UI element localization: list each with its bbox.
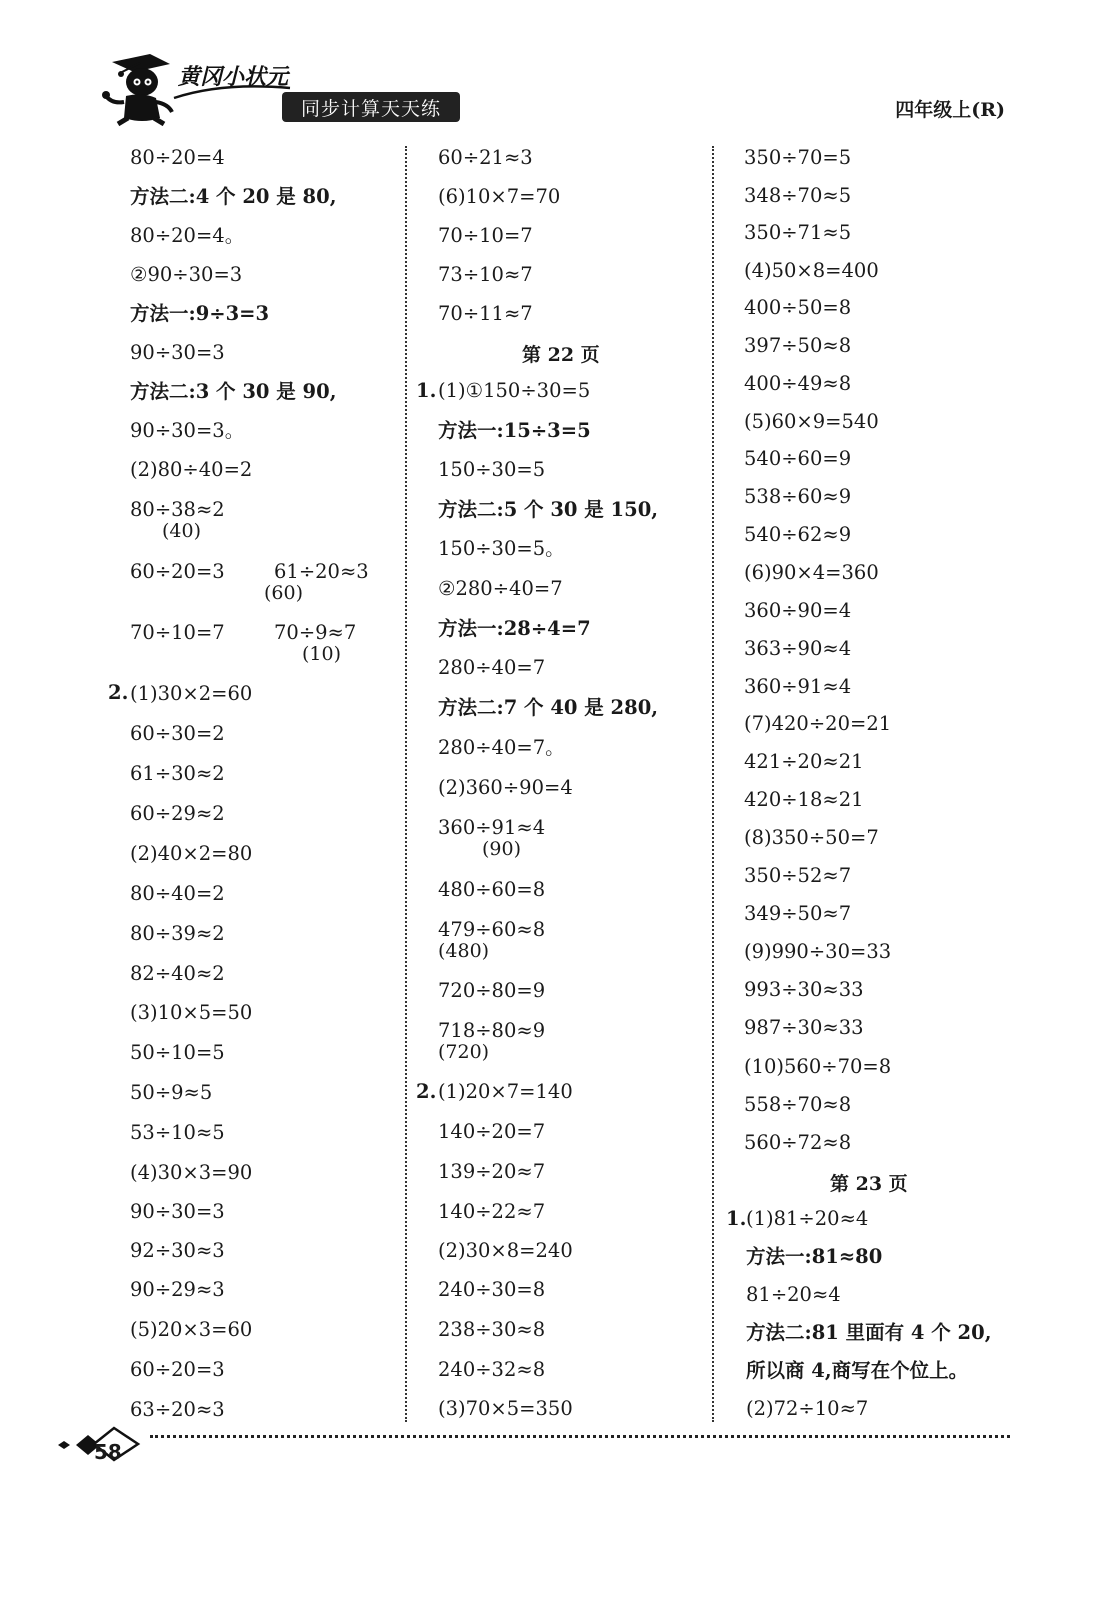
answer-line: (2)72÷10≈7 (746, 1397, 869, 1420)
answer-line: (3)70×5=350 (438, 1397, 573, 1420)
answer-line: (1)20×7=140 (438, 1080, 573, 1103)
question-number: 1. (416, 379, 437, 402)
answer-line: 540÷62≈9 (744, 523, 852, 546)
estimate-note: (60) (264, 582, 304, 604)
answer-line: 349÷50≈7 (744, 902, 852, 925)
answer-line: 70÷10=7 (438, 224, 533, 247)
series-title: 同步计算天天练 (300, 97, 441, 120)
answer-line: 560÷72≈8 (744, 1131, 852, 1154)
question-number: 1. (726, 1207, 747, 1230)
answer-line: 480÷60=8 (438, 878, 546, 901)
answer-line: (5)20×3=60 (130, 1318, 253, 1341)
answer-line: 150÷30=5 (438, 458, 546, 481)
answer-line: (2)80÷40=2 (130, 458, 253, 481)
answer-line: 方法二:7 个 40 是 280, (438, 696, 659, 719)
answer-line: 140÷22≈7 (438, 1200, 546, 1223)
answer-line: 70÷9≈7 (274, 621, 357, 644)
answer-line: 421÷20≈21 (744, 750, 864, 773)
answer-line: 60÷21≈3 (438, 146, 533, 169)
column-divider-left (405, 146, 407, 1422)
answer-line: 479÷60≈8 (438, 918, 546, 941)
answer-line: 60÷30=2 (130, 722, 225, 745)
estimate-note: (480) (438, 940, 490, 962)
answer-line: 540÷60=9 (744, 447, 852, 470)
answer-line: 280÷40=7 (438, 656, 546, 679)
answer-line: 方法二:5 个 30 是 150, (438, 498, 659, 521)
question-number: 2. (416, 1080, 437, 1103)
answer-line: 63÷20≈3 (130, 1398, 225, 1421)
answer-line: 方法一:9÷3=3 (130, 302, 270, 325)
answer-line: 280÷40=7。 (438, 736, 565, 759)
question-number: 2. (108, 681, 129, 704)
answer-line: 50÷10=5 (130, 1041, 225, 1064)
answer-line: 350÷70=5 (744, 146, 852, 169)
answer-line: (7)420÷20=21 (744, 712, 892, 735)
answer-line: 73÷10≈7 (438, 263, 533, 286)
estimate-note: (40) (162, 520, 202, 542)
answer-line: 150÷30=5。 (438, 537, 565, 560)
answer-line: (9)990÷30=33 (744, 940, 892, 963)
estimate-note: (10) (302, 643, 342, 665)
answer-line: 90÷30=3。 (130, 419, 245, 442)
answer-line: 360÷91≈4 (438, 816, 546, 839)
answer-line: (3)10×5=50 (130, 1001, 253, 1024)
answer-line: (2)30×8=240 (438, 1239, 573, 1262)
answer-line: 80÷38≈2 (130, 498, 225, 521)
answer-line: ②90÷30=3 (130, 263, 243, 286)
answer-line: 80÷40=2 (130, 882, 225, 905)
answer-line: 397÷50≈8 (744, 334, 852, 357)
footer-dotted-rule (150, 1435, 1010, 1438)
answer-line: 所以商 4,商写在个位上。 (746, 1359, 969, 1382)
answer-line: (4)50×8=400 (744, 259, 879, 282)
answer-line: 方法一:15÷3=5 (438, 419, 591, 442)
estimate-note: (90) (482, 838, 522, 860)
answer-line: 方法二:81 里面有 4 个 20, (746, 1321, 992, 1344)
answer-line: 400÷49≈8 (744, 372, 852, 395)
answer-line: 993÷30≈33 (744, 978, 864, 1001)
answer-line: 238÷30≈8 (438, 1318, 546, 1341)
answer-line: 350÷71≈5 (744, 221, 852, 244)
answer-line: 720÷80=9 (438, 979, 546, 1002)
answer-line: 82÷40≈2 (130, 962, 225, 985)
answer-line: 140÷20=7 (438, 1120, 546, 1143)
column-divider-right (712, 146, 714, 1422)
answer-line: (4)30×3=90 (130, 1161, 253, 1184)
answer-line: 70÷10=7 (130, 621, 225, 644)
answer-line: 61÷20≈3 (274, 560, 369, 583)
answer-line: (6)10×7=70 (438, 185, 561, 208)
series-title-badge (282, 92, 460, 122)
answer-line: (2)40×2=80 (130, 842, 253, 865)
answer-line: 538÷60≈9 (744, 485, 852, 508)
page-section-heading: 第 22 页 (522, 344, 600, 366)
answer-line: 50÷9≈5 (130, 1081, 213, 1104)
page-header (0, 0, 1095, 140)
answer-line: 718÷80≈9 (438, 1019, 546, 1042)
answer-line: 方法二:3 个 30 是 90, (130, 380, 337, 403)
answer-line: 80÷20=4。 (130, 224, 245, 247)
brand-logo-title: 黄冈小状元 (178, 65, 289, 90)
answer-line: 420÷18≈21 (744, 788, 864, 811)
answer-line: 360÷90=4 (744, 599, 852, 622)
answer-line: (6)90×4=360 (744, 561, 879, 584)
answer-line: 70÷11≈7 (438, 302, 533, 325)
answer-line: (1)①150÷30=5 (438, 379, 591, 402)
mascot-logo-icon (100, 52, 180, 127)
brand-swoosh-decoration (172, 82, 292, 102)
answer-line: (1)30×2=60 (130, 682, 253, 705)
answer-line: 558÷70≈8 (744, 1093, 852, 1116)
answer-line: 400÷50=8 (744, 296, 852, 319)
answer-line: 60÷20=3 (130, 560, 225, 583)
answer-line: ②280÷40=7 (438, 577, 563, 600)
answer-line: 350÷52≈7 (744, 864, 852, 887)
answer-line: 139÷20≈7 (438, 1160, 546, 1183)
answer-line: 90÷30=3 (130, 1200, 225, 1223)
answer-line: (2)360÷90=4 (438, 776, 573, 799)
estimate-note: (720) (438, 1041, 490, 1063)
answer-line: 80÷20=4 (130, 146, 225, 169)
grade-label: 四年级上(R) (895, 99, 1005, 121)
answer-line: 方法一:81≈80 (746, 1245, 883, 1268)
answer-line: 240÷30=8 (438, 1278, 546, 1301)
answer-line: (8)350÷50=7 (744, 826, 879, 849)
answer-line: (5)60×9=540 (744, 410, 879, 433)
answer-line: 53÷10≈5 (130, 1121, 225, 1144)
answer-line: (1)81÷20≈4 (746, 1207, 869, 1230)
answer-line: 61÷30≈2 (130, 762, 225, 785)
answer-line: 60÷20=3 (130, 1358, 225, 1381)
answer-line: (10)560÷70=8 (744, 1055, 892, 1078)
answer-line: 60÷29≈2 (130, 802, 225, 825)
answer-line: 方法二:4 个 20 是 80, (130, 185, 337, 208)
answer-line: 90÷30=3 (130, 341, 225, 364)
answer-line: 90÷29≈3 (130, 1278, 225, 1301)
answer-line: 360÷91≈4 (744, 675, 852, 698)
answer-line: 363÷90≈4 (744, 637, 852, 660)
answer-line: 987÷30≈33 (744, 1016, 864, 1039)
answer-line: 92÷30≈3 (130, 1239, 225, 1262)
answer-line: 方法一:28÷4=7 (438, 617, 591, 640)
page-section-heading: 第 23 页 (830, 1173, 908, 1195)
page-number: 58 (94, 1440, 122, 1464)
answer-line: 348÷70≈5 (744, 184, 852, 207)
answer-line: 80÷39≈2 (130, 922, 225, 945)
answer-line: 81÷20≈4 (746, 1283, 841, 1306)
answer-line: 240÷32≈8 (438, 1358, 546, 1381)
